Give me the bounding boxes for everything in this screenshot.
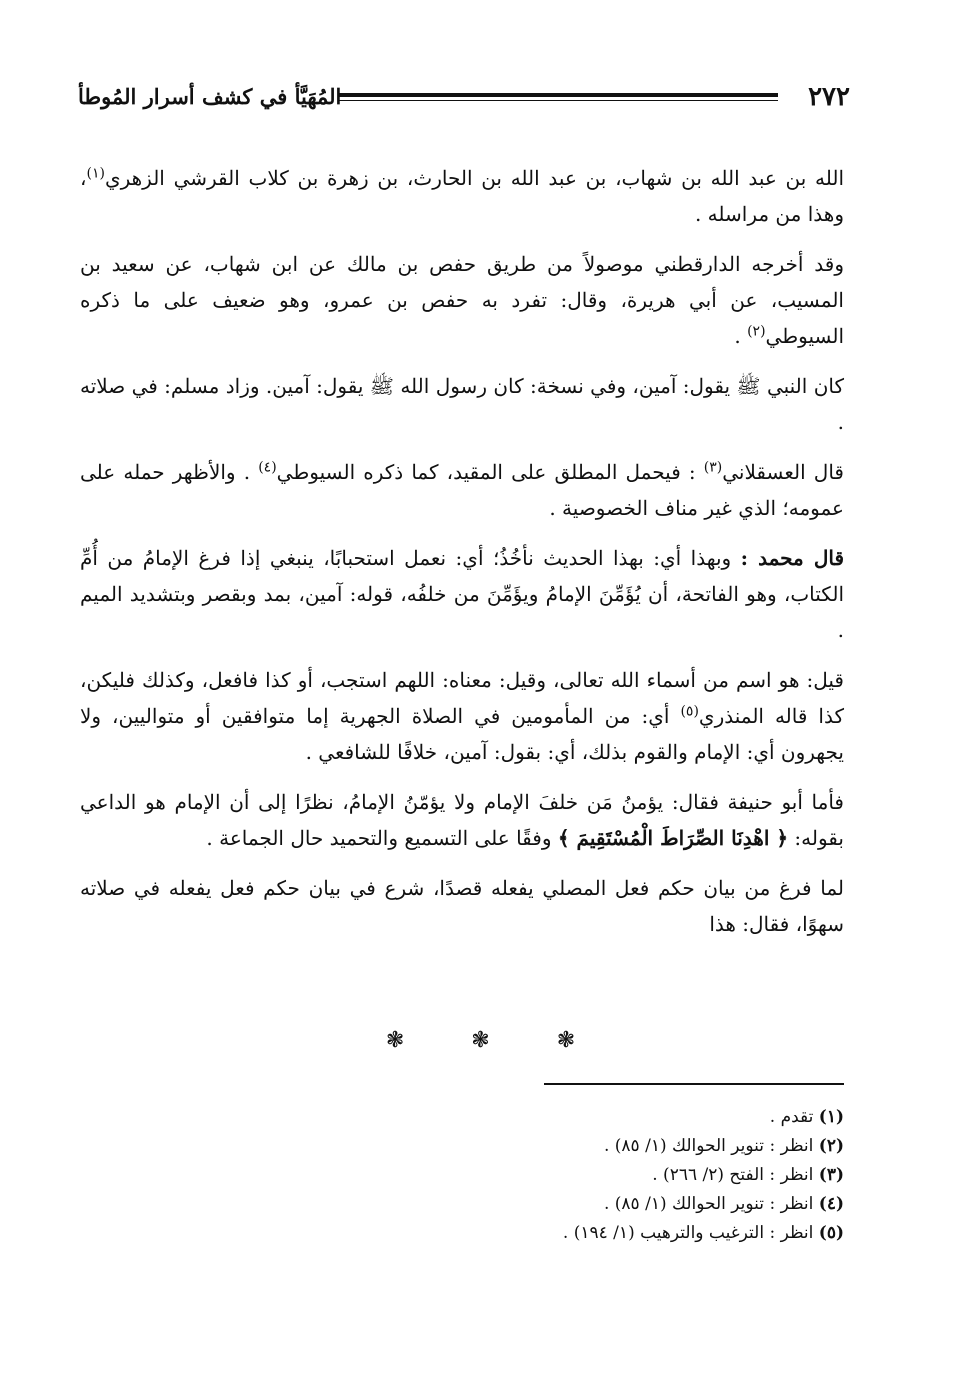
paragraph-text: كان النبي ﷺ يقول: آمين، وفي نسخة: كان رسول الله ﷺ يقول: آمين. وزاد مسلم: في صلاته .: [80, 374, 844, 434]
lead-phrase: قال محمد :: [740, 546, 845, 570]
paragraph-text: قيل: هو اسم من أسماء الله تعالى، وقيل: معناه: اللهم استجب، أو كذا فافعل، وكذلك فليكن، كذا قاله المنذري: [80, 668, 844, 728]
paragraph-text: . والأظهر حمله على عمومه؛ الذي غير مناف الخصوصية .: [80, 460, 844, 520]
paragraph-text: فأما أبو حنيفة فقال: يؤمنُ مَن خلفَ الإمام ولا يؤمّنُ الإمامُ، نظرًا إلى أن الإمام هو الداعي بقوله:: [80, 790, 844, 850]
footnote-ref: (١): [86, 165, 105, 182]
paragraph-text: وفقًا على التسميع والتحميد حال الجماعة .: [206, 826, 558, 850]
footnote-text: انظر : تنوير الحوالك (١/ ٨٥) .: [603, 1194, 819, 1214]
paragraph-text: قال العسقلاني: [722, 460, 844, 484]
footnote-text: انظر : الفتح (٢/ ٢٦٦) .: [652, 1165, 819, 1185]
paragraph: [80, 246, 844, 354]
paragraph-text: ، وهذا من مراسله .: [80, 166, 844, 226]
footnote: [400, 1132, 844, 1161]
star-ornament: ❃: [471, 1028, 490, 1053]
footnote-divider: [544, 1083, 844, 1085]
footnote-number: (٢): [818, 1136, 844, 1156]
footnote: [400, 1103, 844, 1132]
footnote: [400, 1219, 844, 1248]
paragraph: [80, 662, 844, 770]
footnote: [400, 1161, 844, 1190]
paragraph: [80, 368, 844, 440]
paragraph-text: الله بن عبد الله بن شهاب، بن عبد الله بن الحارث، بن زهرة بن كلاب القرشي الزهري: [104, 166, 844, 190]
paragraph-text: أي: من المأمومين في الصلاة الجهرية إما متوافقين أو متواليين، ولا يجهرون أي: الإمام والقوم بذلك، أي: بقول: آمين، خلافًا للشافعي .: [80, 704, 844, 764]
footnote-number: (٤): [818, 1194, 844, 1214]
quran-verse: ﴿ اهْدِنَا الصِّرَاطَ الْمُسْتَقِيمَ ﴾: [557, 826, 789, 850]
paragraph-text: وبهذا أي: بهذا الحديث نأخُذُ؛ أي: نعمل استحبابًا، ينبغي إذا فرغ الإمامُ من أُمِّ الكتاب، وهو الفاتحة، أن يُؤَمِّنَ الإمامُ ويؤَمِّنَ من خلفُه، قوله: آمين، بمد وبقصر وبتشديد الميم .: [80, 546, 844, 642]
footnote-text: تقدم .: [769, 1107, 819, 1127]
paragraph: [80, 784, 844, 856]
footnote-ref: (٣): [703, 459, 723, 476]
paragraph-text: .: [734, 324, 748, 348]
footnote-ref: (٢): [747, 323, 766, 340]
running-title: المُهَيَّأ في كشف أسرار المُوطأ: [78, 84, 342, 109]
section-separator: [0, 1028, 961, 1053]
star-ornament: ❃: [385, 1028, 405, 1053]
page-number: ٢٧٢: [808, 82, 850, 112]
paragraph: [80, 870, 844, 942]
paragraph: [80, 540, 844, 648]
page-header: [78, 80, 850, 120]
footnote-text: انظر : تنوير الحوالك (١/ ٨٥) .: [603, 1136, 819, 1156]
paragraph-text: وقد أخرجه الدارقطني موصولاً من طريق حفص بن مالك عن ابن شهاب، عن سعيد بن المسيب، عن أبي هريرة، وقال: تفرد به حفص بن عمرو، وهو ضعيف على ما ذكره السيوطي: [80, 252, 844, 348]
footnote-ref: (٥): [680, 703, 699, 720]
footnote-number: (٣): [818, 1165, 844, 1185]
paragraph-text: لما فرغ من بيان حكم فعل المصلي يفعله قصدًا، شرع في بيان حكم فعل يفعله في صلاته سهوًا، فقال: هذا: [80, 876, 844, 936]
footnote-number: (٥): [818, 1223, 844, 1243]
footnote-ref: (٤): [258, 459, 277, 476]
paragraph: [80, 454, 844, 526]
main-text: [80, 160, 844, 942]
star-ornament: ❃: [556, 1028, 576, 1053]
footnote-number: (١): [818, 1107, 844, 1127]
footnote: [400, 1190, 844, 1219]
paragraph: [80, 160, 844, 232]
footnotes: [400, 1103, 844, 1248]
paragraph-text: : فيحمل المطلق على المقيد، كما ذكره السيوطي: [276, 460, 704, 484]
footnote-text: انظر : الترغيب والترهيب (١/ ١٩٤) .: [562, 1223, 819, 1243]
header-rule: [338, 93, 778, 101]
